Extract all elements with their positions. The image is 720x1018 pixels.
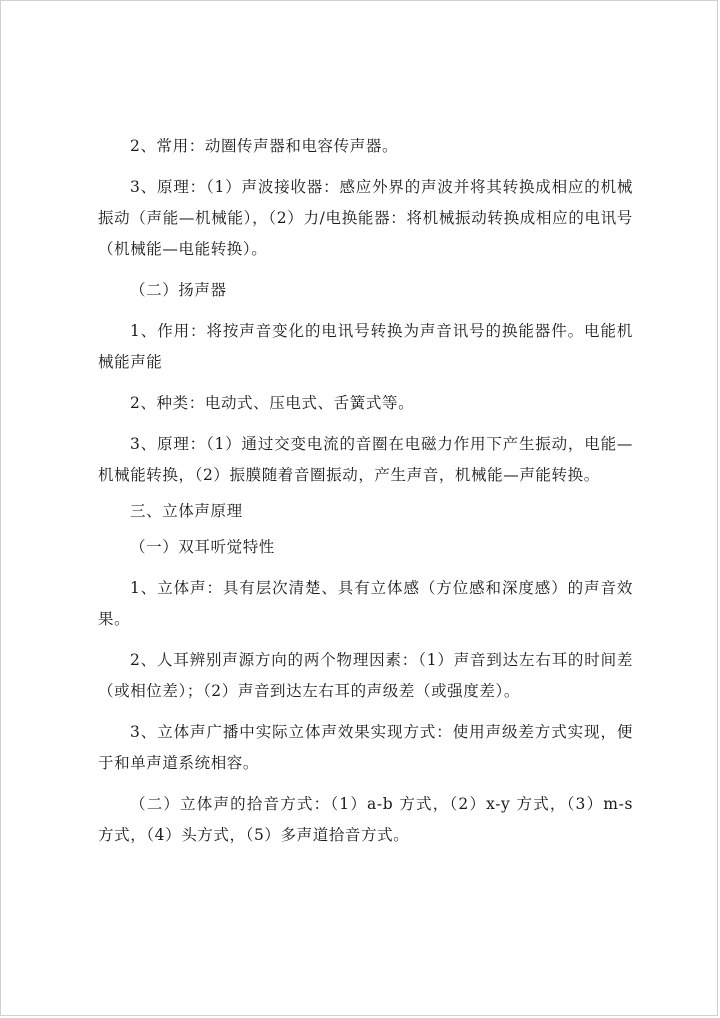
paragraph-speaker-function: 1、作用：将按声音变化的电讯号转换为声音讯号的换能器件。电能机械能声能	[98, 322, 633, 371]
heading-stereo-principle: 三、立体声原理	[130, 502, 243, 520]
paragraph-microphone-principle: 3、原理：（1）声波接收器：感应外界的声波并将其转换成相应的机械振动（声能—机械能），（2）力/电换能器：将机械振动转换成相应的电讯号（机械能—电能转换）。	[98, 178, 633, 258]
document-body	[98, 131, 633, 851]
paragraph-stereo-definition: 1、立体声：具有层次清楚、具有立体感（方位感和深度感）的声音效果。	[98, 579, 633, 628]
paragraph-common-types: 2、常用：动圈传声器和电容传声器。	[130, 137, 399, 155]
paragraph-stereo-broadcast: 3、立体声广播中实际立体声效果实现方式：使用声级差方式实现，便于和单声道系统相容。	[98, 723, 633, 772]
heading-speaker: （二）扬声器	[130, 281, 227, 299]
paragraph-direction-factors: 2、人耳辨别声源方向的两个物理因素：（1）声音到达左右耳的时间差（或相位差）；（2）声音到达左右耳的声级差（或强度差）。	[98, 651, 633, 700]
paragraph-speaker-principle: 3、原理：（1）通过交变电流的音圈在电磁力作用下产生振动，电能—机械能转换，（2）振膜随着音圈振动，产生声音，机械能—声能转换。	[98, 435, 633, 484]
paragraph-pickup-methods: （二）立体声的拾音方式：（1）a-b 方式，（2）x-y 方式，（3）m-s 方式，（4）头方式，（5）多声道拾音方式。	[98, 795, 633, 844]
heading-binaural-hearing: （一）双耳听觉特性	[130, 538, 275, 556]
paragraph-speaker-types: 2、种类：电动式、压电式、舌簧式等。	[130, 394, 415, 412]
